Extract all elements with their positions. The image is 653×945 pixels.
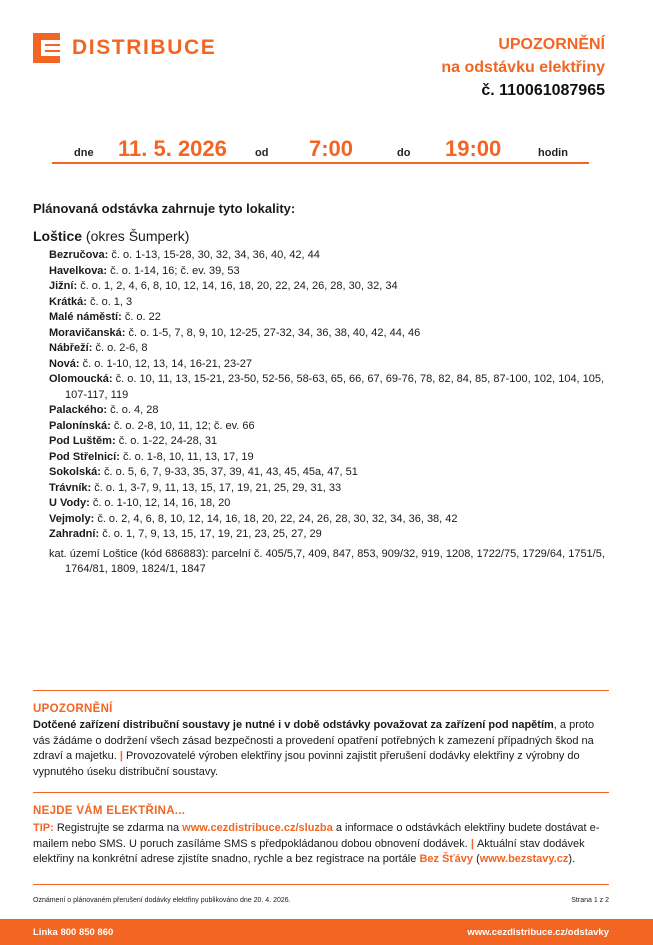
street-item (49, 403, 609, 419)
street-item (49, 450, 609, 466)
street-list (49, 248, 609, 578)
street-name: Jižní: (49, 280, 78, 292)
street-name: Pod Luštěm: (49, 435, 116, 447)
street-item (49, 481, 609, 497)
street-item (49, 248, 609, 264)
end-time: 19:00 (445, 136, 502, 161)
street-item (49, 496, 609, 512)
street-numbers: č. o. 1-22, 24-28, 31 (118, 435, 218, 447)
street-item (49, 357, 609, 373)
warning-text: Dotčené zařízení distribuční soustavy je nutné i v době odstávky považovat za zařízení pod napětím, a proto vás žádáme o dodržení všech zásad bezpečnosti a provedení opatření potřebných k zamezení případných škod na zdraví a majetku. | Provozovatelé výroben elektřiny jsou povinni zajistit přerušení dodávky elektřiny z výrobny do vypnutého úseku distribuční soustavy. (33, 719, 595, 778)
location-heading (33, 228, 189, 244)
street-item (49, 264, 609, 280)
notice-header (441, 33, 605, 102)
street-item (49, 295, 609, 311)
street-item (49, 372, 609, 403)
street-name: Vejmoly: (49, 512, 95, 525)
street-numbers: č. o. 1-10, 12, 13, 14, 16-21, 23-27 (82, 357, 253, 370)
page-number: Strana 1 z 2 (571, 897, 609, 904)
street-numbers: č. o. 1, 2, 4, 6, 8, 10, 12, 14, 16, 18, 20, 22, 24, 26, 28, 30, 32, 34 (80, 280, 398, 292)
street-item (49, 341, 609, 357)
bezstavy-link[interactable]: www.bezstavy.cz (479, 853, 569, 865)
street-name: Nábřeží: (49, 342, 93, 354)
district-name: (okres Šumperk) (85, 228, 190, 244)
street-numbers: č. o. 10, 11, 13, 15-21, 23-50, 52-56, 58-63, 65, 66, 67, 69-76, 78, 82, 84, 85, 87-100, 102, 104, 105, 107-117, 119 (65, 373, 605, 401)
street-name: Trávník: (49, 481, 92, 494)
outages-website-link[interactable]: www.cezdistribuce.cz/odstavky (467, 927, 609, 938)
tip-label: TIP: (33, 822, 54, 834)
no-power-text: TIP: Registrujte se zdarma na www.cezdistribuce.cz/sluzba a informace o odstávkách elektřiny budete dostávat e-mailem nebo SMS. U poruch zasíláme SMS s předpokládanou dobou obnovení dodávek. | Aktuální stav dodávek elektřiny na konkrétní adrese zjistíte snadno, rychle a bez registrace na portále Bez Šťávy (www.bezstavy.cz). (33, 822, 600, 865)
divider (33, 690, 609, 691)
street-name: Nová: (49, 357, 80, 370)
street-name: Havelkova: (49, 264, 108, 277)
cez-logo-icon (33, 33, 60, 63)
notice-number: č. 110061087965 (481, 82, 605, 99)
street-item (49, 512, 609, 528)
street-name: Olomoucká: (49, 373, 113, 385)
street-item (49, 419, 609, 435)
warning-title: UPOZORNĚNÍ (33, 703, 113, 715)
street-item (49, 434, 609, 450)
street-name: Malé náměstí: (49, 311, 122, 323)
to-label: do (397, 147, 411, 159)
start-time: 7:00 (309, 136, 354, 161)
street-name: Zahradní: (49, 528, 100, 540)
notice-subtitle: na odstávku elektřiny (441, 59, 605, 76)
hours-label: hodin (538, 147, 568, 159)
street-numbers: č. o. 1-5, 7, 8, 9, 10, 12-25, 27-32, 34, 36, 38, 40, 42, 44, 46 (128, 326, 421, 339)
street-numbers: č. o. 5, 6, 7, 9-33, 35, 37, 39, 41, 43, 45, 45a, 47, 51 (104, 466, 358, 478)
intro-text: Plánovaná odstávka zahrnuje tyto lokality: (33, 201, 296, 216)
street-numbers: č. o. 1, 3-7, 9, 11, 13, 15, 17, 19, 21, 25, 29, 31, 33 (94, 481, 342, 494)
street-numbers: č. o. 2-6, 8 (95, 342, 148, 354)
street-numbers: č. o. 2-8, 10, 11, 12; č. ev. 66 (113, 419, 255, 432)
street-numbers: č. o. 1, 7, 9, 13, 15, 17, 19, 21, 23, 25, 27, 29 (102, 528, 322, 540)
street-item (49, 465, 609, 481)
hotline-number[interactable]: Linka 800 850 860 (33, 927, 114, 938)
street-name: Krátká: (49, 295, 87, 308)
schedule-line (52, 134, 589, 164)
street-item (49, 326, 609, 342)
street-numbers: č. o. 1-13, 15-28, 30, 32, 34, 36, 40, 42, 44 (111, 249, 320, 261)
warning-bold: Dotčené zařízení distribuční soustavy je nutné i v době odstávky považovat za zařízení pod napětím (33, 719, 554, 731)
bottom-bar (0, 919, 653, 945)
from-label: od (255, 147, 269, 159)
cadastre-parcels: kat. území Loštice (kód 686883): parcelní č. 405/5,7, 409, 847, 853, 909/32, 919, 1208, 1722/75, 1729/64, 1751/5, 1764/81, 1809, 1824/1, 1847 (49, 547, 605, 575)
street-item (49, 310, 609, 326)
street-name: Sokolská: (49, 466, 101, 478)
street-numbers: č. o. 22 (124, 311, 161, 323)
street-numbers: č. o. 1-10, 12, 14, 16, 18, 20 (92, 497, 231, 509)
street-name: Pod Střelnicí: (49, 450, 120, 463)
town-name: Loštice (33, 228, 83, 244)
distribuce-logo (33, 33, 216, 63)
brand-name: DISTRIBUCE (72, 36, 217, 59)
published-note: Oznámení o plánovaném přerušení dodávky elektřiny publikováno dne 20. 4. 2026. (33, 897, 291, 904)
portal-name: Bez Šťávy (419, 853, 474, 865)
street-item (49, 279, 609, 295)
divider (33, 792, 609, 793)
street-name: Moravičanská: (49, 326, 126, 339)
notice-title: UPOZORNĚNÍ (498, 36, 605, 53)
street-numbers: č. o. 1, 3 (89, 295, 133, 308)
street-numbers: č. o. 1-8, 10, 11, 13, 17, 19 (122, 450, 254, 463)
street-name: Palackého: (49, 404, 108, 416)
divider (33, 884, 609, 885)
registration-link[interactable]: www.cezdistribuce.cz/sluzba (182, 822, 333, 834)
street-numbers: č. o. 2, 4, 6, 8, 10, 12, 14, 16, 18, 20, 22, 24, 26, 28, 30, 32, 34, 36, 38, 42 (97, 512, 458, 525)
street-name: Palonínská: (49, 419, 111, 432)
day-label: dne (74, 147, 94, 159)
street-name: Bezručova: (49, 249, 109, 261)
street-item (49, 527, 609, 543)
street-numbers: č. o. 1-14, 16; č. ev. 39, 53 (110, 264, 240, 277)
outage-date: 11. 5. 2026 (118, 136, 227, 161)
street-name: U Vody: (49, 497, 90, 509)
no-power-title: NEJDE VÁM ELEKTŘINA... (33, 805, 186, 817)
street-numbers: č. o. 4, 28 (110, 404, 159, 416)
